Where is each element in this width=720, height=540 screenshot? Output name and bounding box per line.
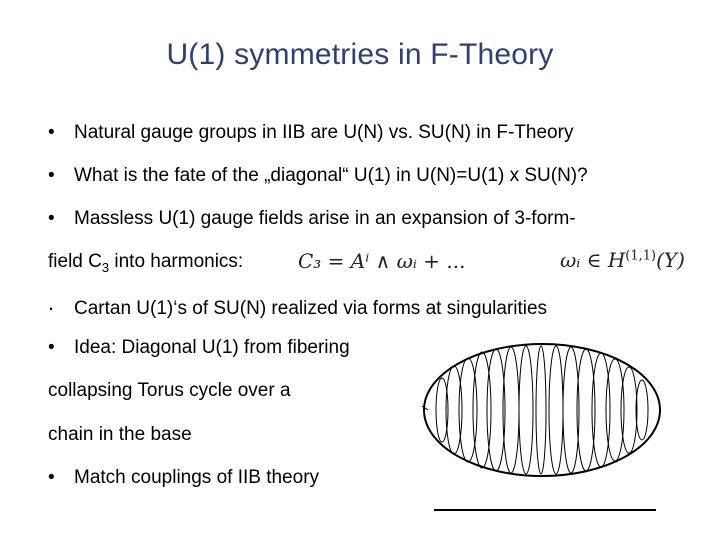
bullet-text: Idea: Diagonal U(1) from fibering (74, 337, 350, 358)
bullet-continuation: field $C_3$ into harmonics: (48, 251, 244, 275)
torus-fibration-figure (418, 336, 670, 516)
bullet-item (48, 337, 350, 359)
bullet-icon: • (48, 337, 55, 358)
bullet-continuation: chain in the base (48, 424, 192, 445)
bullet-icon: • (48, 122, 55, 143)
torus-cycle (473, 352, 491, 468)
equation-c3-expansion: C₃ = Aⁱ ∧ ωᵢ + ... (298, 249, 466, 273)
bullet-item (48, 467, 319, 489)
bullet-icon: • (48, 165, 55, 186)
bullet-item (48, 208, 576, 230)
bullet-icon: • (48, 467, 55, 488)
bullet-item (48, 165, 588, 187)
bullet-icon: • (48, 208, 55, 229)
bullet-text: Massless U(1) gauge fields arise in an expansion of 3-form- (74, 208, 576, 229)
bullet-text: Cartan U(1)‘s of SU(N) realized via forms at singularities (74, 298, 548, 319)
bullet-icon: . (48, 290, 55, 315)
bullet-item (48, 122, 573, 144)
torus-cycle (549, 346, 563, 474)
torus-cycle (621, 367, 637, 453)
torus-cycles (436, 346, 648, 474)
bullet-item (48, 290, 548, 320)
torus-cycle (536, 346, 546, 474)
equation-harmonics: ωᵢ ∈ H$^{(1,1)}$(Y) (560, 248, 685, 272)
slide-title: U(1) symmetries in F-Theory (166, 38, 554, 71)
bullet-text: Natural gauge groups in IIB are U(N) vs. SU(N) in F-Theory (74, 122, 574, 143)
torus-cycle (636, 380, 648, 440)
torus-cycle (487, 349, 505, 471)
torus-cycle (519, 346, 533, 474)
bullet-continuation: collapsing Torus cycle over a (48, 380, 291, 401)
bullet-text: What is the fate of the „diagonal“ U(1) in U(N)=U(1) x SU(N)? (74, 165, 588, 186)
bullet-text: Match couplings of IIB theory (74, 467, 320, 488)
